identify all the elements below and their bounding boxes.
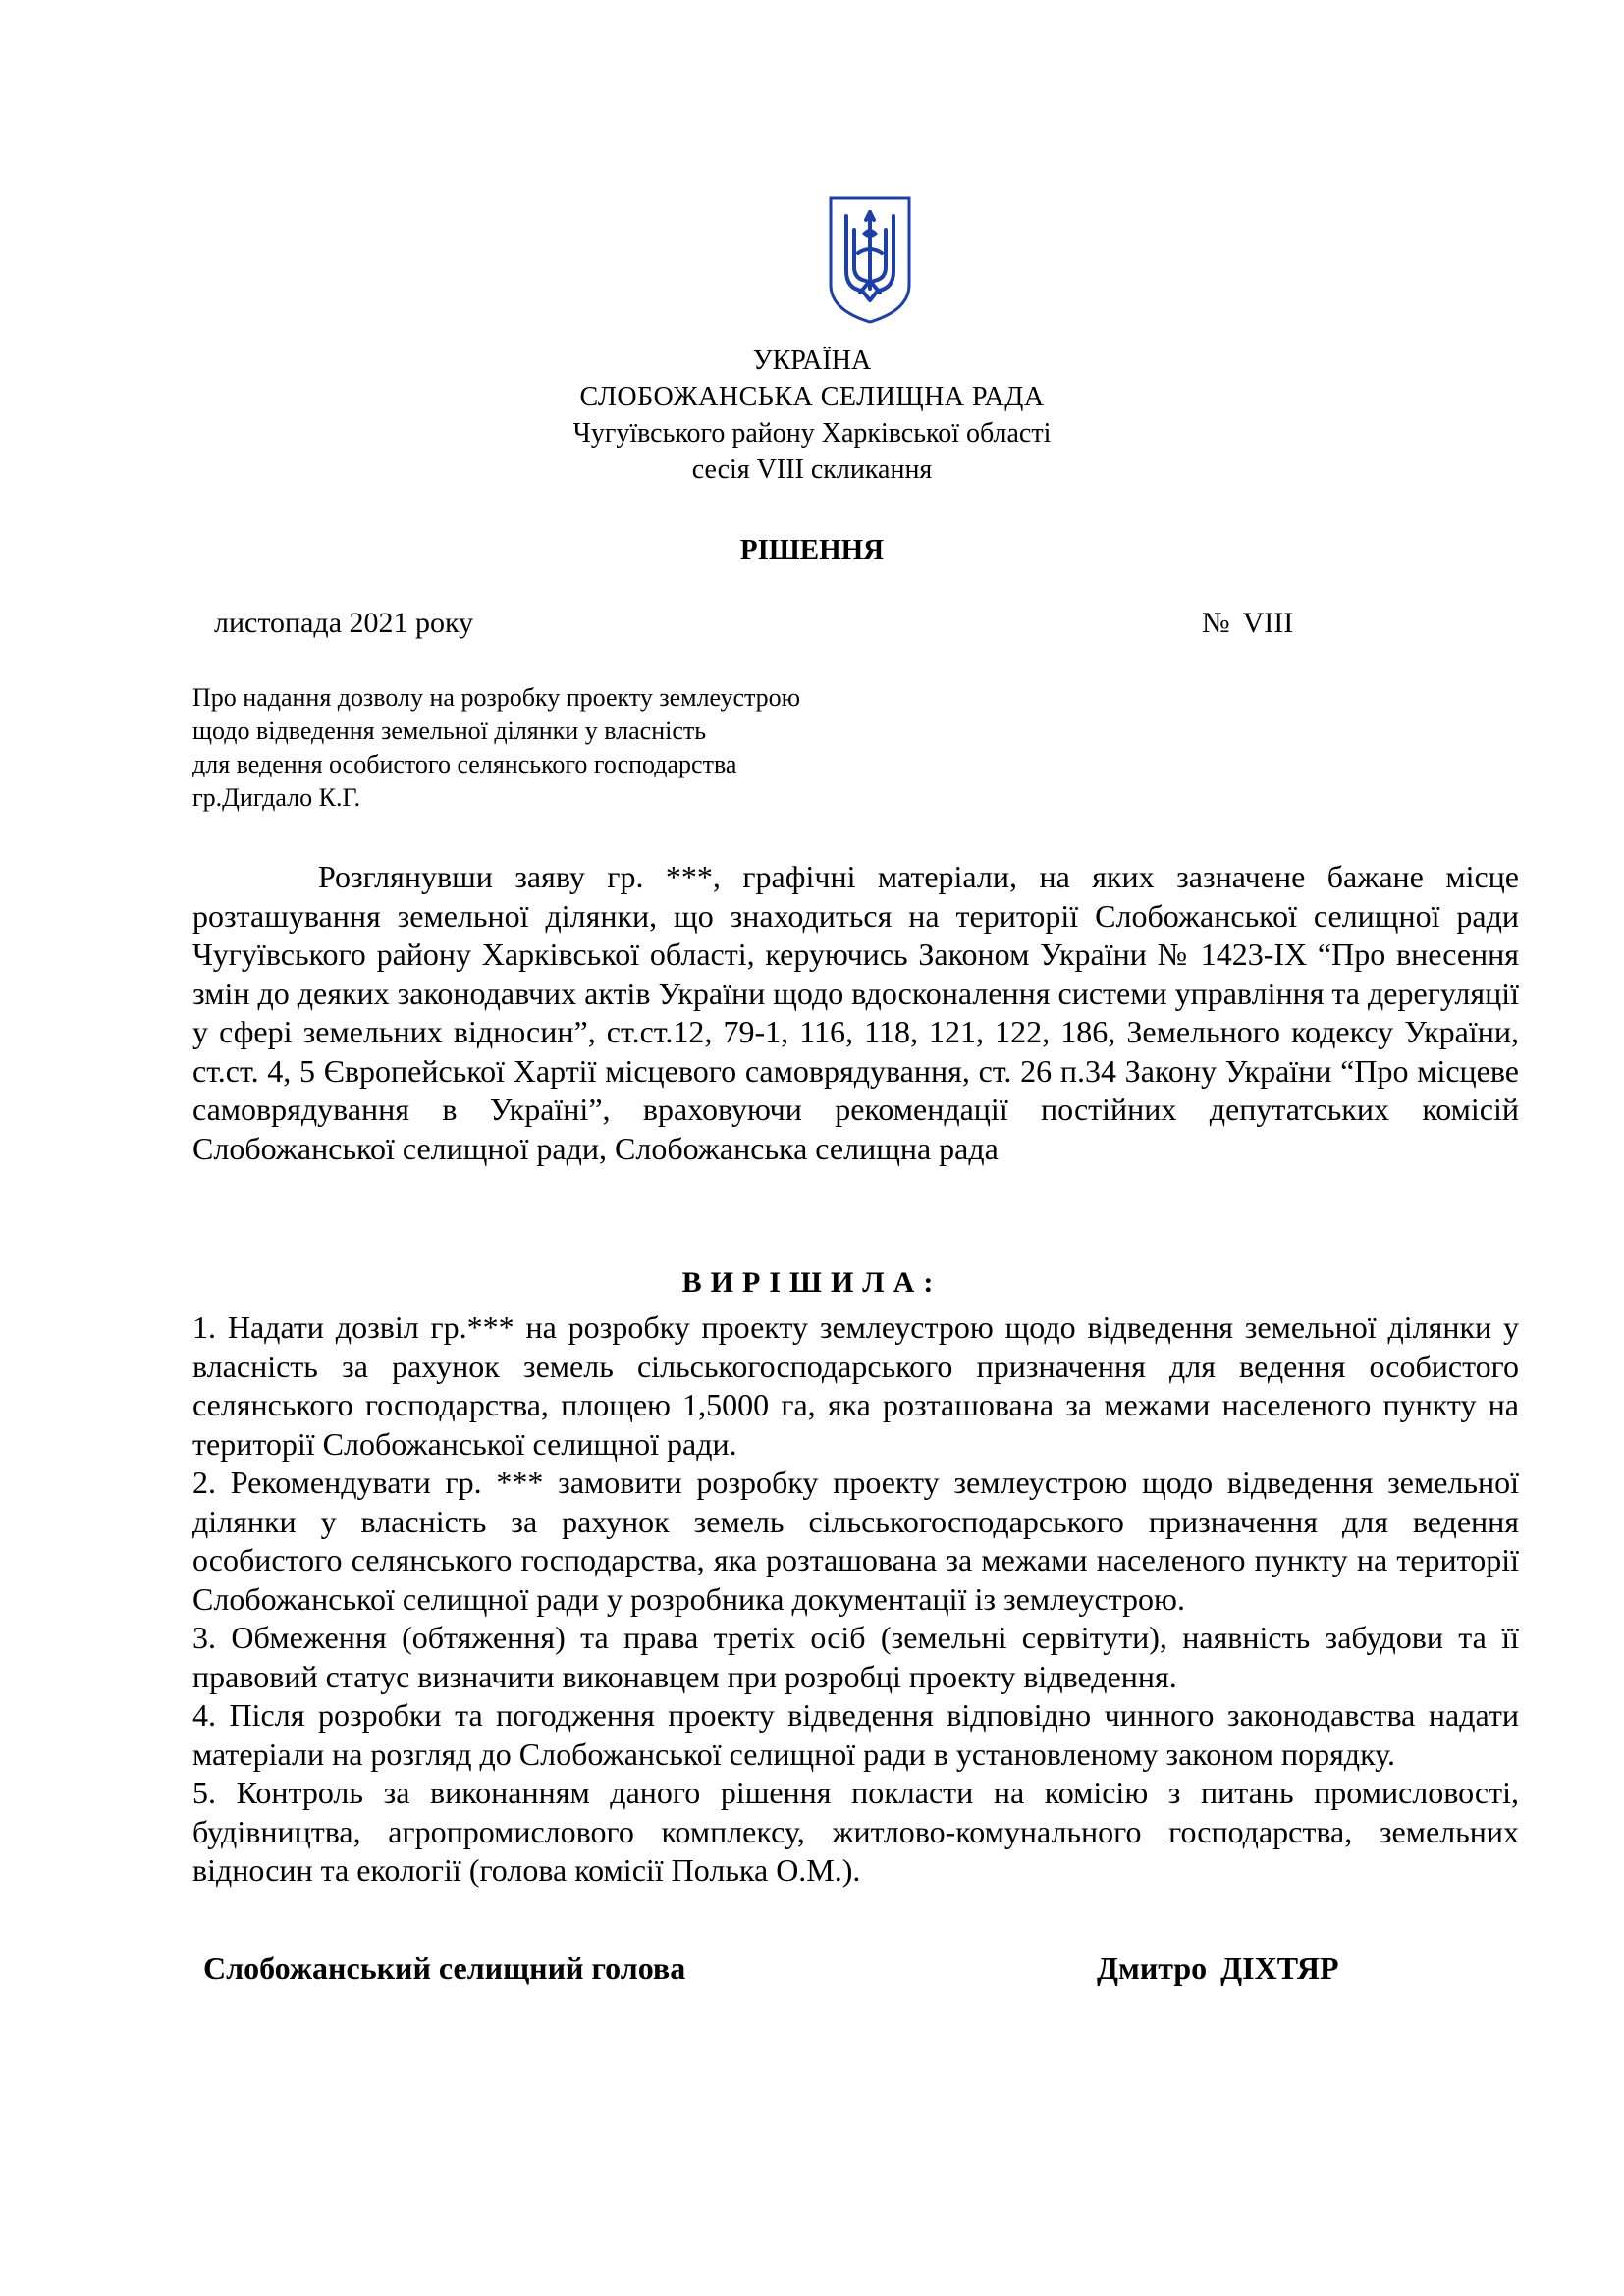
session-info: сесія VIII скликання xyxy=(691,454,933,485)
subject-line: для ведення особистого селянського господарства xyxy=(192,750,737,778)
signatory-position: Слобожанський селищний голова xyxy=(203,1950,686,1986)
document-title: РІШЕННЯ xyxy=(739,534,885,565)
decision-date: листопада 2021 року xyxy=(214,607,474,639)
decision-item: 4. Після розробки та погодження проекту відведення відповідно чинного законодавства надати матеріали на розгляд до Слобожанської селищної ради в установленому законом порядку. xyxy=(192,1697,1519,1772)
resolved-heading: ВИРІШИЛА: xyxy=(681,1266,943,1299)
decision-number: № VIII xyxy=(1202,607,1294,639)
decision-item: 5. Контроль за виконанням даного рішення покласти на комісію з питань промисловості, будівництва, агропромислового комплексу, житлово-комунального господарства, земельних відносин та екології (голова комісії Полька О.М.). xyxy=(192,1775,1519,1888)
decision-item: 1. Надати дозвіл гр.*** на розробку проекту землеустрою щодо відведення земельної ділянки у власність за рахунок земель сільськогосподарського призначення для ведення особистого селянського господарства, площею 1,5000 га, яка розташована за межами населеного пункту на території Слобожанської селищної ради. xyxy=(192,1309,1519,1462)
country-name: УКРАЇНА xyxy=(752,346,872,376)
council-name: СЛОБОЖАНСЬКА СЕЛИЩНА РАДА xyxy=(579,382,1045,412)
subject-line: гр.Дигдало К.Г. xyxy=(192,783,361,812)
subject-line: щодо відведення земельної ділянки у власність xyxy=(192,717,707,745)
decision-items xyxy=(192,1308,1519,1891)
decision-subject xyxy=(192,681,800,815)
decision-item: 3. Обмеження (обтяження) та права третіх осіб (земельні сервітути), наявність забудови та її правовий статус визначити виконавцем при розробці проекту відведення. xyxy=(192,1620,1519,1694)
subject-line: Про надання дозволу на розробку проекту землеустрою xyxy=(192,683,801,712)
district-name: Чугуївського району Харківської області xyxy=(572,418,1052,449)
preamble-paragraph: Розглянувши заяву гр. ***, графічні матеріали, на яких зазначене бажане місце розташування земельної ділянки, що знаходиться на території Слобожанської селищної ради Чугуївського району Харківської області, керуючись Законом України № 1423-IX “Про внесення змін до деяких законодавчих актів України щодо вдосконалення системи управління та дерегуляції у сфері земельних відносин”, ст.ст.12, 79-1, 116, 118, 121, 122, 186, Земельного кодексу України, ст.ст. 4, 5 Європейської Хартії місцевого самоврядування, ст. 26 п.34 Закону України “Про місцеве самоврядування в Україні”, враховуючи рекомендації постійних депутатських комісій Слобожанської селищної ради, Слобожанська селищна рада xyxy=(192,859,1519,1166)
signatory-name: Дмитро ДІХТЯР xyxy=(1097,1950,1339,1986)
coat-of-arms-emblem xyxy=(827,194,913,326)
decision-item: 2. Рекомендувати гр. *** замовити розробку проекту землеустрою щодо відведення земельної ділянки у власність за рахунок земель сільськогосподарського призначення для ведення особистого селянського господарства, яка розташована за межами населеного пункту на території Слобожанської селищної ради у розробника документації із землеустрою. xyxy=(192,1465,1519,1617)
